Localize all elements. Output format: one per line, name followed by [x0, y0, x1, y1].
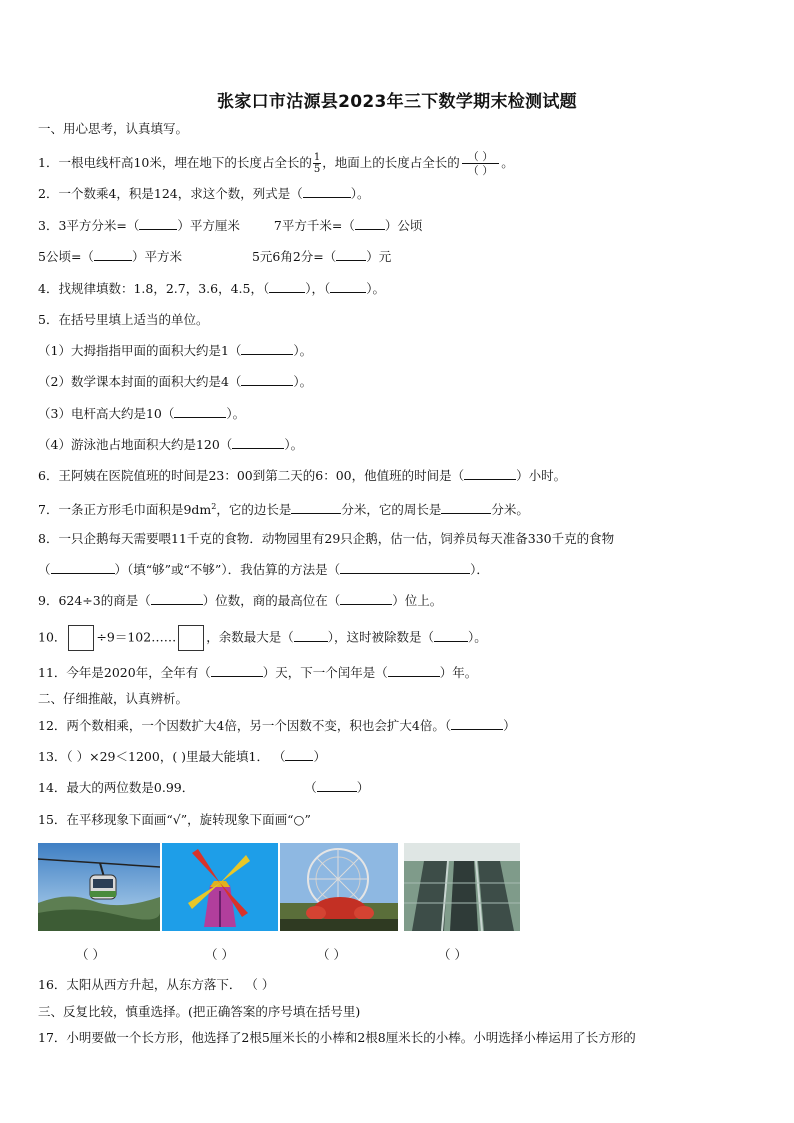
answer-blank[interactable]	[139, 217, 177, 230]
section-2-heading: 二、仔细推敲，认真辨析。	[38, 691, 189, 706]
question-5-2: （2）数学课本封面的面积大约是4（ ）。	[38, 374, 313, 389]
windmill-picture	[162, 843, 278, 931]
answer-blank[interactable]	[303, 185, 351, 198]
answer-blank[interactable]	[51, 561, 115, 574]
question-2: 2．一个数乘4，积是124，求这个数，列式是（ ）。	[38, 186, 370, 201]
question-9: 9．624÷3的商是（ ）位数，商的最高位在（ ）位上。	[38, 593, 443, 608]
answer-blank[interactable]	[330, 280, 366, 293]
question-5: 5．在括号里填上适当的单位。	[38, 312, 209, 327]
section-1-heading: 一、用心思考，认真填写。	[38, 121, 189, 136]
question-13: 13．（ ）×29＜1200，( )里最大能填1． （ ）	[38, 749, 326, 764]
question-7: 7．一条正方形毛巾面积是$9dm^2$，它的边长是 分米，它的周长是 分米。	[38, 502, 529, 518]
answer-blank[interactable]	[434, 629, 468, 642]
answer-blank[interactable]	[340, 592, 392, 605]
ferris-wheel-picture	[280, 843, 398, 931]
answer-paren-3[interactable]: （ ）	[317, 947, 346, 962]
answer-blank[interactable]	[355, 217, 385, 230]
answer-blank[interactable]	[269, 280, 305, 293]
question-5-4: （4）游泳池占地面积大约是120（ ）。	[38, 437, 304, 452]
question-12: 12．两个数相乘，一个因数扩大4倍，另一个因数不变，积也会扩大4倍。（ ）	[38, 718, 516, 733]
answer-blank[interactable]	[151, 592, 203, 605]
answer-blank[interactable]	[211, 664, 263, 677]
answer-blank[interactable]	[340, 561, 470, 574]
question-8-line-2: （ ）（填“够”或“不够”）．我估算的方法是（ ）．	[38, 562, 489, 577]
question-14: 14．最大的两位数是0.99． （ ）	[38, 780, 370, 795]
answer-blank[interactable]	[241, 373, 293, 386]
answer-blank[interactable]	[291, 501, 341, 514]
question-10: 10． ÷9＝102…… ，余数最大是（ ），这时被除数是（ ）。	[38, 625, 487, 651]
fraction-one-fifth: $\frac{1}{5}$	[313, 152, 321, 175]
answer-paren-2[interactable]: （ ）	[205, 947, 234, 962]
answer-blank[interactable]	[441, 501, 491, 514]
question-6: 6．王阿姨在医院值班的时间是23：00到第二天的6：00，他值班的时间是（ ）小时。	[38, 468, 567, 483]
escalator-picture	[404, 843, 520, 931]
answer-blank[interactable]	[451, 717, 503, 730]
answer-blank[interactable]	[285, 748, 313, 761]
answer-fraction-blank[interactable]: $\frac{( )}{( )}$	[462, 150, 500, 177]
question-15: 15．在平移现象下面画“√”，旋转现象下面画“○”	[38, 812, 311, 827]
question-16: 16．太阳从西方升起，从东方落下． （ ）	[38, 977, 275, 992]
answer-paren-1[interactable]: （ ）	[76, 947, 105, 962]
answer-blank[interactable]	[174, 405, 226, 418]
answer-box[interactable]	[178, 625, 204, 651]
question-3-line-1: 3．3平方分米=（ ）平方厘米 7平方千米=（ ）公顷	[38, 218, 423, 233]
question-3-line-2: 5公顷=（ ）平方米 5元6角2分=（ ）元	[38, 249, 392, 264]
question-8-line-1: 8．一只企鹅每天需要喂11千克的食物．动物园里有29只企鹅，估一估，饲养员每天准备330千克的食物	[38, 531, 615, 546]
answer-blank[interactable]	[464, 467, 516, 480]
cable-car-picture	[38, 843, 160, 931]
answer-blank[interactable]	[317, 779, 357, 792]
answer-blank[interactable]	[388, 664, 440, 677]
question-5-3: （3）电杆高大约是10（ ）。	[38, 406, 246, 421]
answer-blank[interactable]	[294, 629, 328, 642]
answer-blank[interactable]	[241, 342, 293, 355]
section-3-heading: 三、反复比较，慎重选择。(把正确答案的序号填在括号里)	[38, 1004, 361, 1019]
question-5-1: （1）大拇指指甲面的面积大约是1（ ）。	[38, 343, 313, 358]
question-1: 1．一根电线杆高10米，埋在地下的长度占全长的 $\frac{1}{5}$ ，地面上的长度占全长的 $\frac{( )}{( )}$ 。	[38, 150, 514, 177]
answer-paren-4[interactable]: （ ）	[438, 947, 467, 962]
page-title: 张家口市沽源县2023年三下数学期末检测试题	[217, 92, 577, 112]
question-17: 17．小明要做一个长方形，他选择了2根5厘米长的小棒和2根8厘米长的小棒。小明选择小棒运用了长方形的	[38, 1030, 636, 1045]
question-4: 4．找规律填数：1.8，2.7，3.6，4.5，（ ），（ ）。	[38, 281, 386, 296]
question-11: 11．今年是2020年，全年有（ ）天，下一个闰年是（ ）年。	[38, 665, 478, 680]
answer-blank[interactable]	[94, 248, 132, 261]
answer-box[interactable]	[68, 625, 94, 651]
answer-blank[interactable]	[232, 436, 284, 449]
answer-blank[interactable]	[336, 248, 366, 261]
